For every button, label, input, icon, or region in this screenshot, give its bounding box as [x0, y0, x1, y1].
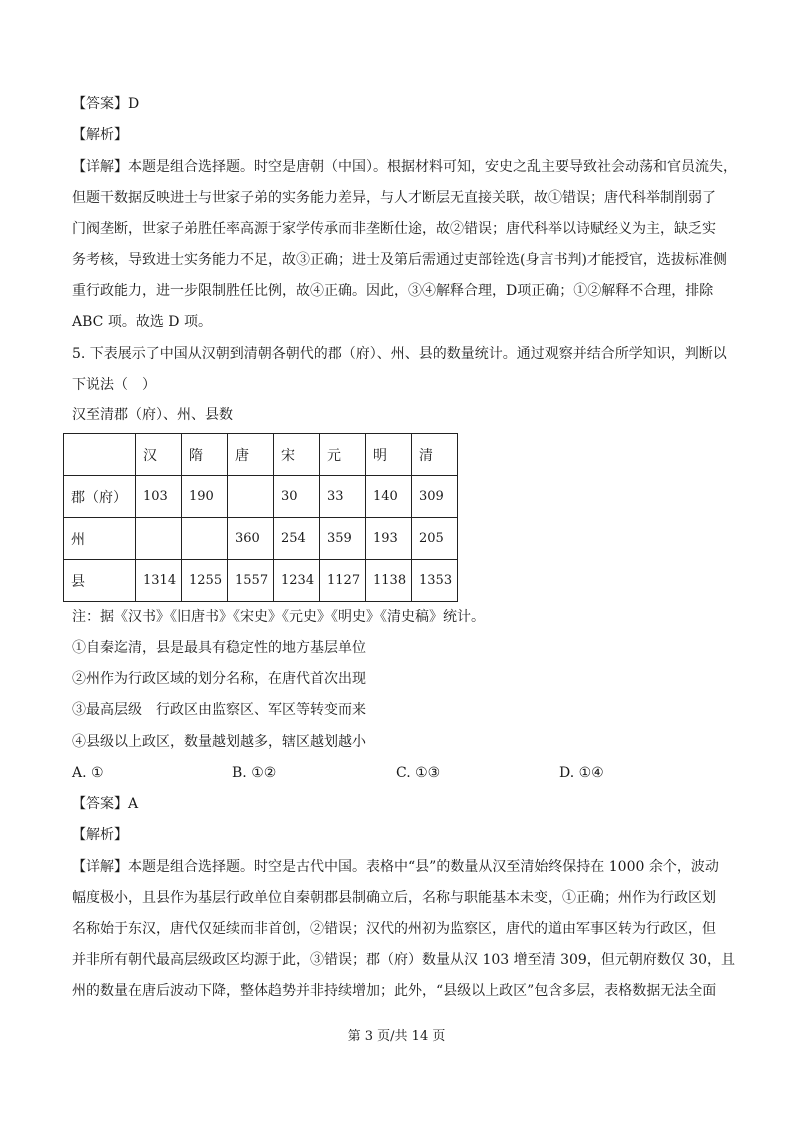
table-cell: 元 [320, 434, 366, 476]
table-header-row [64, 434, 458, 476]
table-cell: 309 [412, 476, 458, 518]
text-line-p3: 门阀垄断，世家子弟胜任率高源于家学传承而非垄断仕途，故②错误；唐代科举以诗赋经义为主，缺乏实 [72, 221, 716, 237]
table-cell: 33 [320, 476, 366, 518]
table-cell [182, 518, 228, 560]
text-line-r5: 州的数量在唐后波动下降，整体趋势并非持续增加；此外，“县级以上政区”包含多层，表格数据无法全面 [72, 983, 717, 999]
table-cell: 汉 [136, 434, 182, 476]
table-cell: 宋 [274, 434, 320, 476]
text-line-p6: ABC 项。故选 D 项。 [72, 314, 212, 330]
table-cell: 州 [64, 518, 136, 560]
table-cell: 1314 [136, 560, 182, 602]
data-table [63, 433, 458, 602]
text-line-s3: ③最高层级 行政区由监察区、军区等转变而来 [72, 702, 366, 718]
table-cell: 103 [136, 476, 182, 518]
option-D: D. ①④ [559, 765, 604, 781]
text-line-p1: 【详解】本题是组合选择题。时空是唐朝（中国）。根据材料可知，安史之乱主要导致社会动荡和官员流失， [72, 159, 737, 175]
table-cell: 清 [412, 434, 458, 476]
text-line-s1: ①自秦迄清，县是最具有稳定性的地方基层单位 [72, 640, 366, 656]
text-line-r1: 【详解】本题是组合选择题。时空是古代中国。表格中“县”的数量从汉至清始终保持在 1000 余个，波动 [72, 859, 719, 875]
table-row [64, 560, 458, 602]
table-cell: 1557 [228, 560, 274, 602]
table-cell: 明 [366, 434, 412, 476]
text-line-r4: 并非所有朝代最高层级政区均源于此，③错误；郡（府）数量从汉 103 增至清 309，但元朝府数仅 30，且 [72, 952, 736, 968]
page-footer: 第 3 页/共 14 页 [347, 1029, 446, 1044]
text-line-cap: 汉至清郡（府）、州、县数 [72, 407, 233, 423]
text-line-note: 注：据《汉书》《旧唐书》《宋史》《元史》《明史》《清史稿》统计。 [72, 609, 485, 625]
table-cell: 205 [412, 518, 458, 560]
table-cell: 隋 [182, 434, 228, 476]
text-line-q2: 下说法（ ） [72, 377, 156, 393]
text-line-s2: ②州作为行政区域的划分名称，在唐代首次出现 [72, 671, 366, 687]
text-line-ans1: 【答案】D [72, 96, 140, 112]
table-cell [64, 434, 136, 476]
table-cell: 360 [228, 518, 274, 560]
text-line-r2: 幅度极小，且县作为基层行政单位自秦朝郡县制确立后，名称与职能基本未变，①正确；州作为行政区划 [72, 890, 716, 906]
table-cell: 1127 [320, 560, 366, 602]
table-cell: 1234 [274, 560, 320, 602]
text-line-q1: 5. 下表展示了中国从汉朝到清朝各朝代的郡（府）、州、县的数量统计。通过观察并结合所学知识，判断以 [72, 346, 727, 362]
option-C: C. ①③ [396, 765, 441, 781]
text-line-p2: 但题干数据反映进士与世家子弟的实务能力差异，与人才断层无直接关联，故①错误；唐代科举制削弱了 [72, 190, 716, 206]
text-line-jx2: 【解析】 [72, 827, 128, 843]
text-line-p5: 重行政能力，进一步限制胜任比例，故④正确。因此，③④解释合理，D项正确；①②解释不合理，排除 [72, 283, 714, 299]
text-line-r3: 名称始于东汉，唐代仅延续而非首创，②错误；汉代的州初为监察区，唐代的道由军事区转为行政区，但 [72, 921, 716, 937]
table-cell [228, 476, 274, 518]
table-row [64, 518, 458, 560]
table-cell: 郡（府） [64, 476, 136, 518]
table-cell: 140 [366, 476, 412, 518]
option-B: B. ①② [232, 765, 277, 781]
text-line-ans2: 【答案】A [72, 796, 139, 812]
table-cell: 30 [274, 476, 320, 518]
table-cell: 唐 [228, 434, 274, 476]
table-cell: 1353 [412, 560, 458, 602]
table-cell: 190 [182, 476, 228, 518]
text-line-jx1: 【解析】 [72, 127, 128, 143]
table-cell [136, 518, 182, 560]
text-line-p4: 务考核，导致进士实务能力不足，故③正确；进士及第后需通过吏部铨选(身言书判)才能授官，选拔标准侧 [72, 252, 727, 268]
table-cell: 1255 [182, 560, 228, 602]
table-cell: 1138 [366, 560, 412, 602]
table-cell: 193 [366, 518, 412, 560]
table-cell: 县 [64, 560, 136, 602]
table-cell: 254 [274, 518, 320, 560]
option-A: A. ① [72, 765, 104, 781]
table-cell: 359 [320, 518, 366, 560]
text-line-s4: ④县级以上政区，数量越划越多，辖区越划越小 [72, 734, 366, 750]
table-row [64, 476, 458, 518]
